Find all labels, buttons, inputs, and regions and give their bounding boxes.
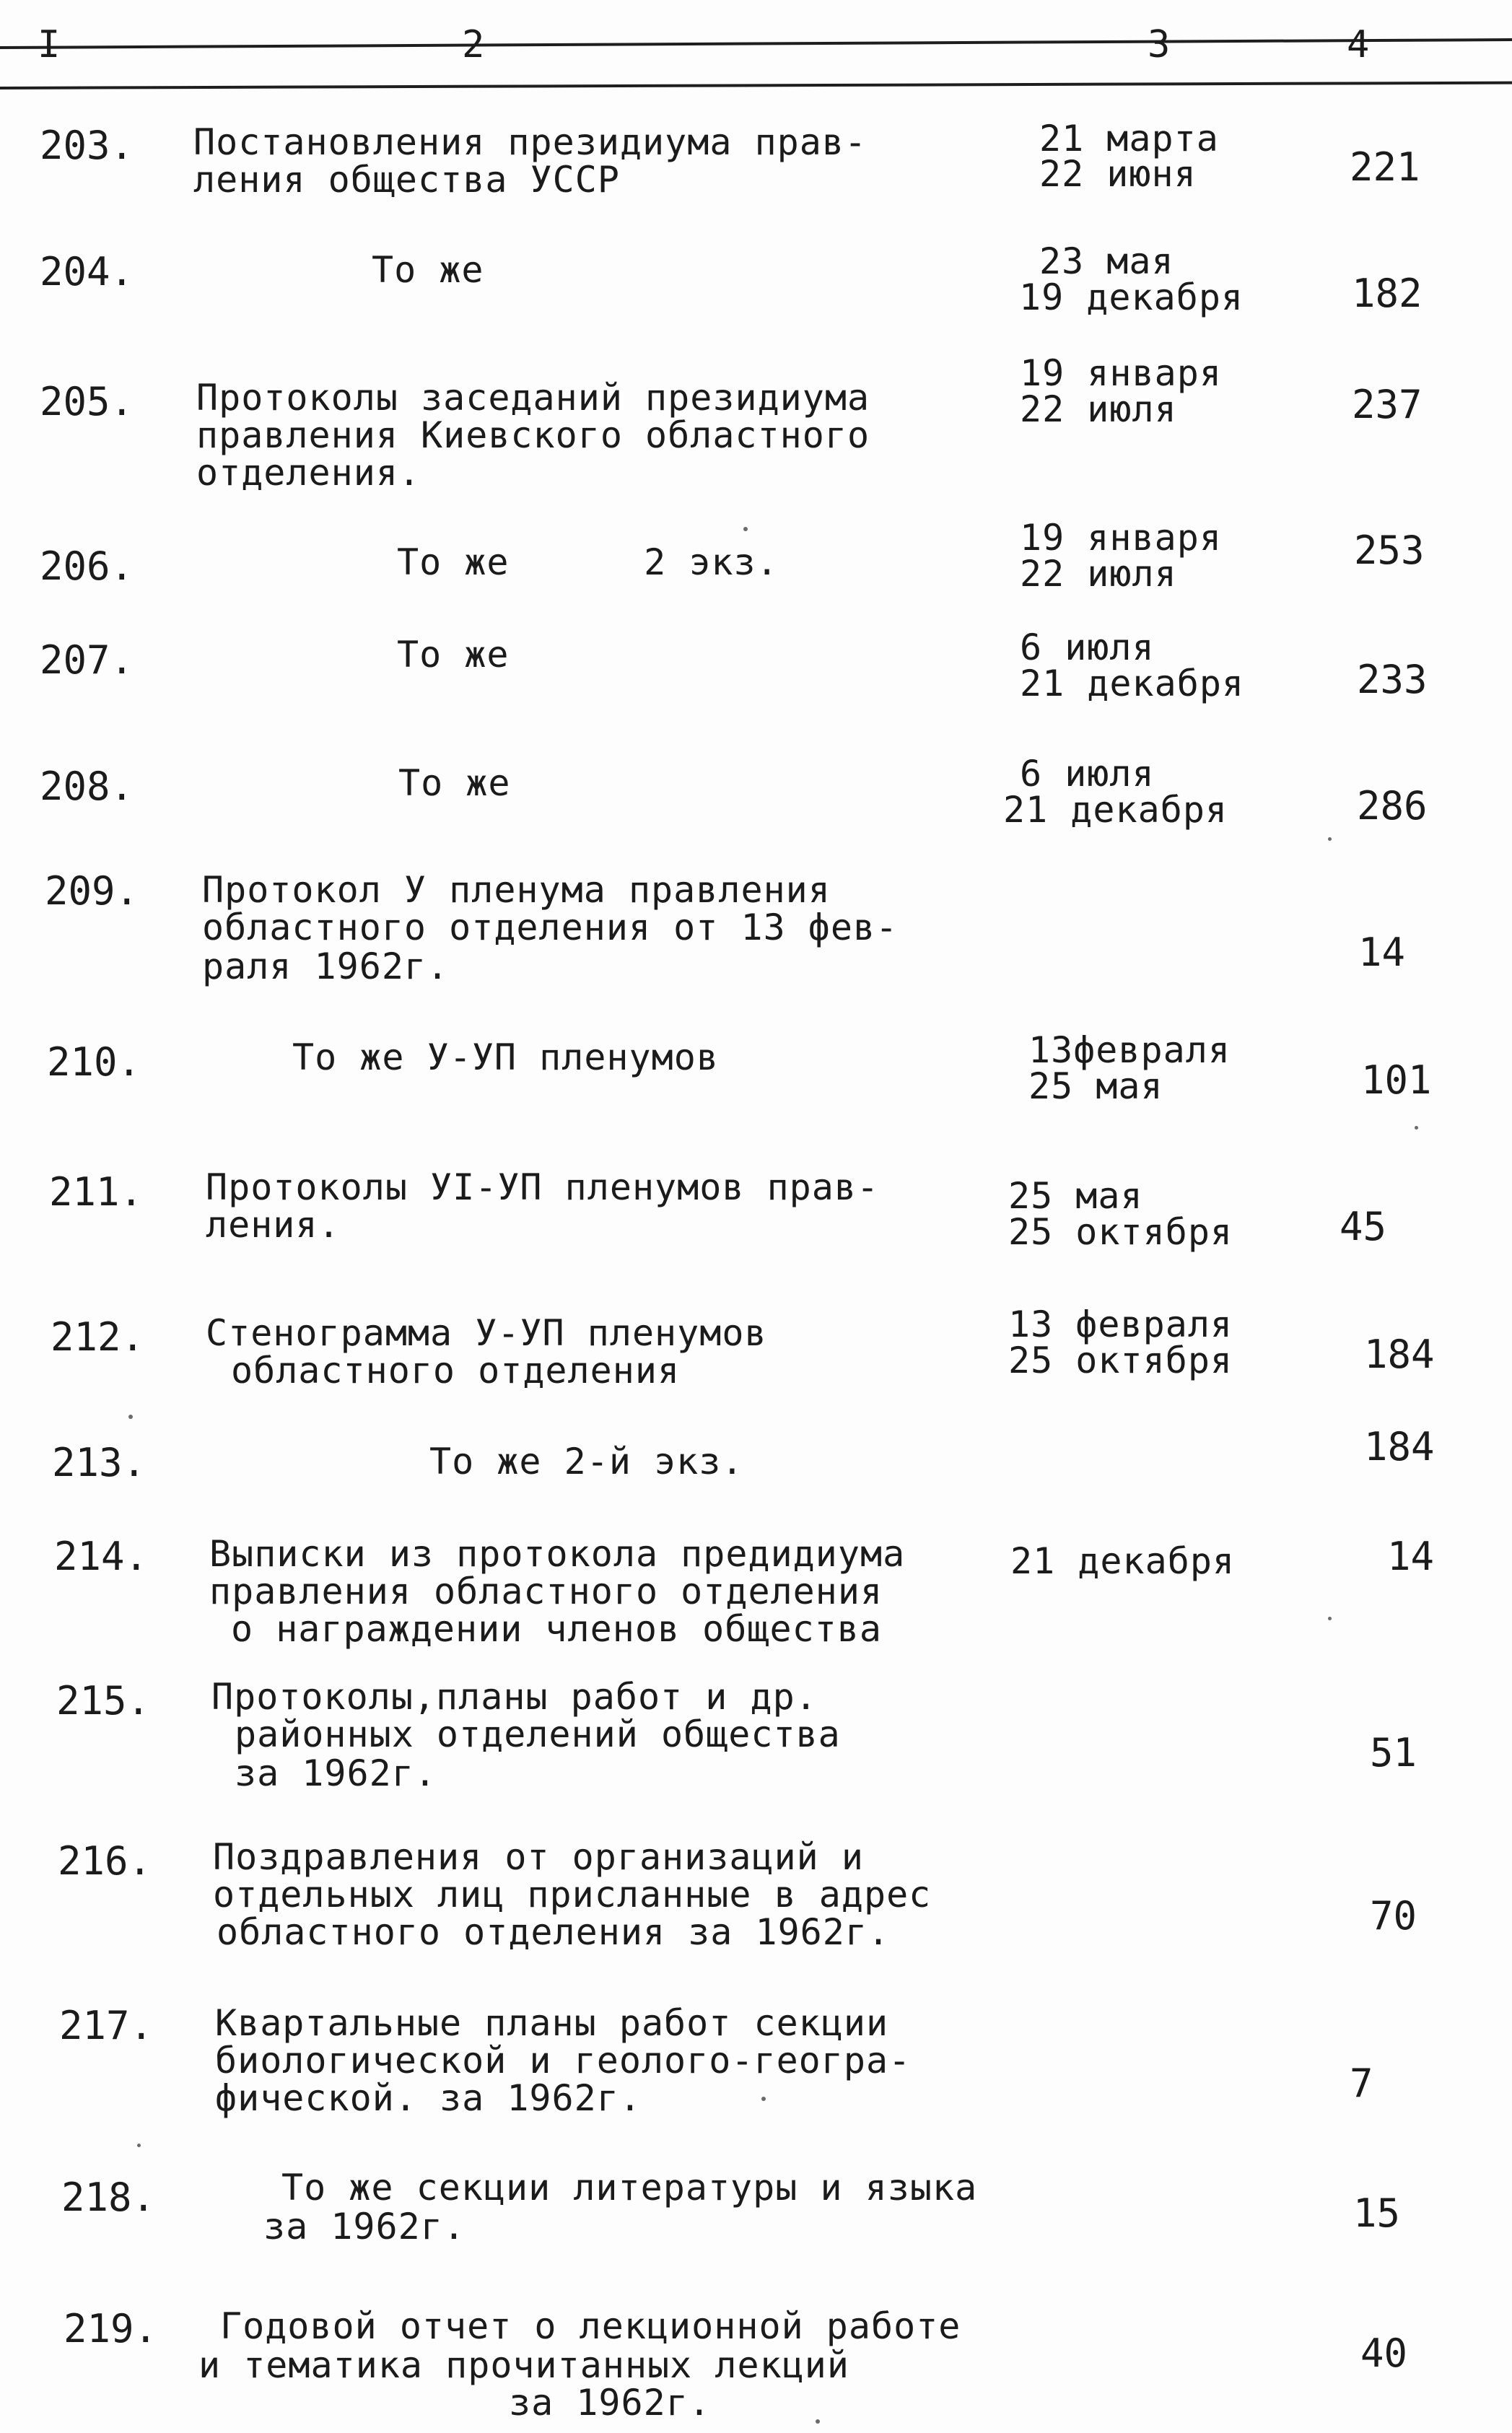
scan-speck <box>761 2097 766 2101</box>
row-217-desc-2: биологической и геолого-геогра- <box>215 2040 912 2082</box>
row-213-pages: 184 <box>1364 1424 1435 1469</box>
row-216-pages: 70 <box>1370 1893 1417 1939</box>
column-header-2: 2 <box>462 23 485 66</box>
row-206-desc-1: То же 2 экз. <box>397 541 779 583</box>
row-218-number: 218. <box>61 2175 156 2220</box>
row-217-desc-3: фической. за 1962г. <box>215 2077 642 2119</box>
row-212-desc-1: Стенограмма У-УП пленумов <box>206 1312 767 1354</box>
scan-speck <box>1415 1126 1418 1130</box>
scan-speck <box>1328 1617 1332 1620</box>
scan-speck <box>128 1415 133 1419</box>
row-214-number: 214. <box>54 1534 149 1579</box>
row-209-desc-3: раля 1962г. <box>202 945 450 987</box>
row-208-desc-1: То же <box>398 762 511 804</box>
row-210-desc-1: То же У-УП пленумов <box>292 1036 719 1078</box>
row-205-date-start: 19 января <box>1020 352 1222 394</box>
row-213-number: 213. <box>52 1440 147 1485</box>
row-214-date-start: 21 декабря <box>1010 1540 1236 1582</box>
row-207-pages: 233 <box>1357 657 1428 702</box>
row-219-desc-1: Годовой отчет о лекционной работе <box>220 2305 961 2347</box>
row-215-desc-1: Протоколы,планы работ и др. <box>211 1676 818 1718</box>
column-header-3: 3 <box>1148 23 1171 66</box>
row-214-desc-1: Выписки из протокола предидиума <box>209 1533 906 1575</box>
row-209-desc-1: Протокол У пленума правления <box>202 869 831 911</box>
row-208-number: 208. <box>40 764 134 809</box>
row-215-pages: 51 <box>1370 1730 1417 1775</box>
row-219-desc-3: за 1962г. <box>509 2382 711 2424</box>
row-212-number: 212. <box>51 1314 145 1360</box>
row-211-pages: 45 <box>1340 1204 1387 1249</box>
row-209-desc-2: областного отделения от 13 фев- <box>202 907 899 948</box>
row-215-number: 215. <box>56 1678 151 1724</box>
row-206-pages: 253 <box>1354 528 1425 573</box>
row-206-number: 206. <box>40 543 134 589</box>
row-204-pages: 182 <box>1352 271 1423 316</box>
row-208-pages: 286 <box>1357 783 1428 829</box>
row-204-date-start: 23 мая <box>1039 240 1174 282</box>
row-203-desc-1: Постановления президиума прав- <box>193 121 868 163</box>
row-212-date-end: 25 октября <box>1008 1340 1233 1381</box>
row-207-number: 207. <box>40 637 134 683</box>
column-header-1: I <box>38 23 61 66</box>
row-219-number: 219. <box>64 2306 158 2351</box>
row-218-pages: 15 <box>1353 2190 1401 2236</box>
row-208-date-start: 6 июля <box>1020 753 1155 795</box>
row-210-date-end: 25 мая <box>1028 1065 1163 1107</box>
row-216-desc-2: отдельных лиц присланные в адрес <box>213 1874 932 1916</box>
row-218-desc-2: за 1962г. <box>263 2206 466 2248</box>
row-216-number: 216. <box>58 1838 152 1884</box>
row-211-number: 211. <box>49 1169 144 1215</box>
row-203-date-end: 22 июня <box>1039 153 1197 195</box>
row-205-desc-1: Протоколы заседаний президиума <box>196 377 870 419</box>
header-rule-bottom <box>0 82 1512 89</box>
row-219-desc-2: и тематика прочитанных лекций <box>198 2344 849 2386</box>
row-210-number: 210. <box>47 1039 141 1085</box>
row-215-desc-2: районных отделений общества <box>235 1713 841 1755</box>
row-219-pages: 40 <box>1360 2331 1408 2376</box>
row-205-pages: 237 <box>1352 382 1423 427</box>
row-203-number: 203. <box>40 123 134 168</box>
row-216-desc-1: Поздравления от организаций и <box>213 1836 864 1878</box>
row-218-desc-1: То же секции литературы и языка <box>281 2167 978 2209</box>
row-203-pages: 221 <box>1350 144 1420 190</box>
row-207-date-start: 6 июля <box>1020 626 1155 668</box>
row-209-number: 209. <box>45 868 139 914</box>
header-rule-top <box>0 38 1512 49</box>
row-215-desc-3: за 1962г. <box>235 1752 437 1794</box>
row-210-date-start: 13февраля <box>1028 1029 1231 1071</box>
scan-speck <box>816 2419 820 2424</box>
row-212-desc-2: областного отделения <box>231 1350 681 1392</box>
row-211-desc-2: ления. <box>206 1204 341 1246</box>
row-205-desc-2: правления Киевского областного <box>196 414 870 456</box>
scan-speck <box>1328 837 1332 841</box>
row-217-desc-1: Квартальные планы работ секции <box>215 2002 889 2044</box>
row-203-desc-2: ления общества УССР <box>193 159 620 201</box>
column-header-4: 4 <box>1347 23 1370 66</box>
row-207-desc-1: То же <box>397 634 510 676</box>
row-211-desc-1: Протоколы УI-УП пленумов прав- <box>206 1166 880 1208</box>
row-214-desc-2: правления областного отделения <box>209 1571 883 1612</box>
row-214-desc-3: о награждении членов общества <box>231 1608 882 1650</box>
scan-speck <box>743 527 748 531</box>
row-203-date-start: 21 марта <box>1039 118 1219 160</box>
row-211-date-start: 25 мая <box>1008 1175 1143 1217</box>
row-217-number: 217. <box>59 2003 154 2048</box>
scan-speck <box>137 2144 141 2147</box>
row-208-date-end: 21 декабря <box>1003 789 1228 831</box>
row-213-desc-1: То же 2-й экз. <box>429 1441 744 1482</box>
row-211-date-end: 25 октября <box>1008 1211 1233 1253</box>
row-207-date-end: 21 декабря <box>1020 663 1245 704</box>
row-212-pages: 184 <box>1364 1332 1435 1377</box>
row-204-date-end: 19 декабря <box>1019 276 1244 318</box>
row-210-pages: 101 <box>1361 1057 1432 1103</box>
row-214-pages: 14 <box>1387 1534 1435 1579</box>
row-206-date-start: 19 января <box>1020 517 1222 559</box>
row-206-date-end: 22 июля <box>1020 553 1177 595</box>
row-217-pages: 7 <box>1350 2061 1373 2106</box>
row-204-number: 204. <box>40 249 134 294</box>
row-209-pages: 14 <box>1358 930 1406 975</box>
row-205-desc-3: отделения. <box>196 452 421 494</box>
row-205-date-end: 22 июля <box>1020 388 1177 430</box>
row-216-desc-3: областного отделения за 1962г. <box>217 1911 891 1953</box>
row-204-desc-1: То же <box>372 249 484 291</box>
row-212-date-start: 13 февраля <box>1008 1303 1233 1345</box>
row-205-number: 205. <box>40 379 134 424</box>
